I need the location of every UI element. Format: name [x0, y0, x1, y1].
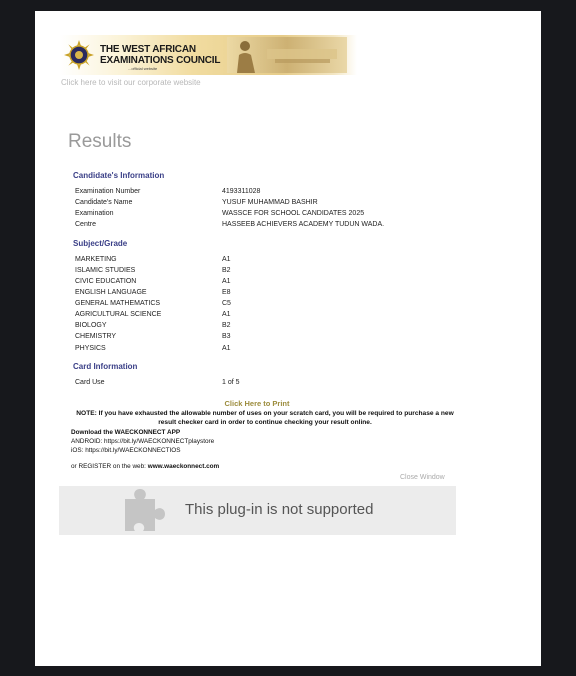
field-value: 4193311028 [222, 188, 261, 195]
subject-name: BIOLOGY [75, 322, 107, 329]
field-value: YUSUF MUHAMMAD BASHIR [222, 199, 318, 206]
subject-grade: A1 [222, 256, 231, 263]
subject-name: ENGLISH LANGUAGE [75, 289, 147, 296]
android-link-text: ANDROID: https://bit.ly/WAECKONNECTplaystore [71, 438, 215, 445]
subject-grade: A1 [222, 278, 231, 285]
subject-row [75, 289, 495, 300]
candidate-info-row [75, 199, 495, 210]
ios-link-text: iOS: https://bit.ly/WAECKONNECTIOS [71, 447, 181, 454]
field-label: Card Use [75, 379, 105, 386]
app-download-text: Download the WAECKONNECT APP [71, 429, 181, 436]
subject-grade: B3 [222, 333, 231, 340]
candidate-info-row [75, 221, 495, 232]
subject-name: PHYSICS [75, 345, 106, 352]
subject-grade: C5 [222, 300, 231, 307]
register-url[interactable]: www.waeckonnect.com [147, 463, 220, 470]
subject-row [75, 333, 495, 344]
subject-row [75, 311, 495, 322]
candidate-info-heading: Candidate's Information [73, 171, 165, 180]
org-name: THE WEST AFRICAN EXAMINATIONS COUNCIL [100, 44, 221, 66]
subject-row [75, 300, 495, 311]
subject-row [75, 322, 495, 333]
corporate-website-link[interactable]: Click here to visit our corporate website [61, 78, 201, 87]
unsupported-plugin-box [59, 486, 456, 535]
subject-name: MARKETING [75, 256, 117, 263]
print-link[interactable]: Click Here to Print [224, 399, 290, 408]
subject-name: GENERAL MATHEMATICS [75, 300, 161, 307]
subject-grade: A1 [222, 311, 231, 318]
subject-row [75, 267, 495, 278]
candidate-info-row [75, 210, 495, 221]
subject-name: ISLAMIC STUDIES [75, 267, 136, 274]
subject-row [75, 278, 495, 289]
close-window-link[interactable]: Close Window [400, 474, 445, 481]
waec-seal-logo [64, 40, 94, 70]
card-info-row [75, 379, 495, 390]
field-value: 1 of 5 [222, 379, 240, 386]
field-label: Centre [75, 221, 97, 228]
subject-grade: B2 [222, 322, 231, 329]
field-label: Candidate's Name [75, 199, 133, 206]
field-value: HASSEEB ACHIEVERS ACADEMY TUDUN WADA. [222, 221, 385, 228]
subject-name: AGRICULTURAL SCIENCE [75, 311, 162, 318]
page-title: Results [68, 131, 132, 152]
candidate-info-row [75, 188, 495, 199]
waec-header-banner [60, 35, 357, 75]
field-value: WASSCE FOR SCHOOL CANDIDATES 2025 [222, 210, 365, 217]
org-subtitle: ...official website [128, 66, 158, 71]
subject-name: CHEMISTRY [75, 333, 117, 340]
subject-row [75, 345, 495, 356]
subject-row [75, 256, 495, 267]
header-photo [227, 37, 347, 73]
subject-grade-heading: Subject/Grade [73, 239, 128, 248]
note-text: NOTE: If you have exhausted the allowable number of uses on your scratch card, you will be required to purchase a new result checker card in order to continue checking your result online. [76, 410, 454, 426]
subject-grade: B2 [222, 267, 231, 274]
puzzle-piece-icon [121, 489, 167, 533]
register-text [71, 463, 219, 470]
register-prefix: or REGISTER on the web: [71, 463, 148, 470]
subject-grade: A1 [222, 345, 231, 352]
field-label: Examination Number [75, 188, 141, 195]
card-info-heading: Card Information [73, 362, 138, 371]
field-label: Examination [75, 210, 114, 217]
subject-name: CIVIC EDUCATION [75, 278, 137, 285]
subject-grade: E8 [222, 289, 231, 296]
result-page [35, 11, 541, 666]
plugin-message: This plug-in is not supported [185, 501, 374, 518]
